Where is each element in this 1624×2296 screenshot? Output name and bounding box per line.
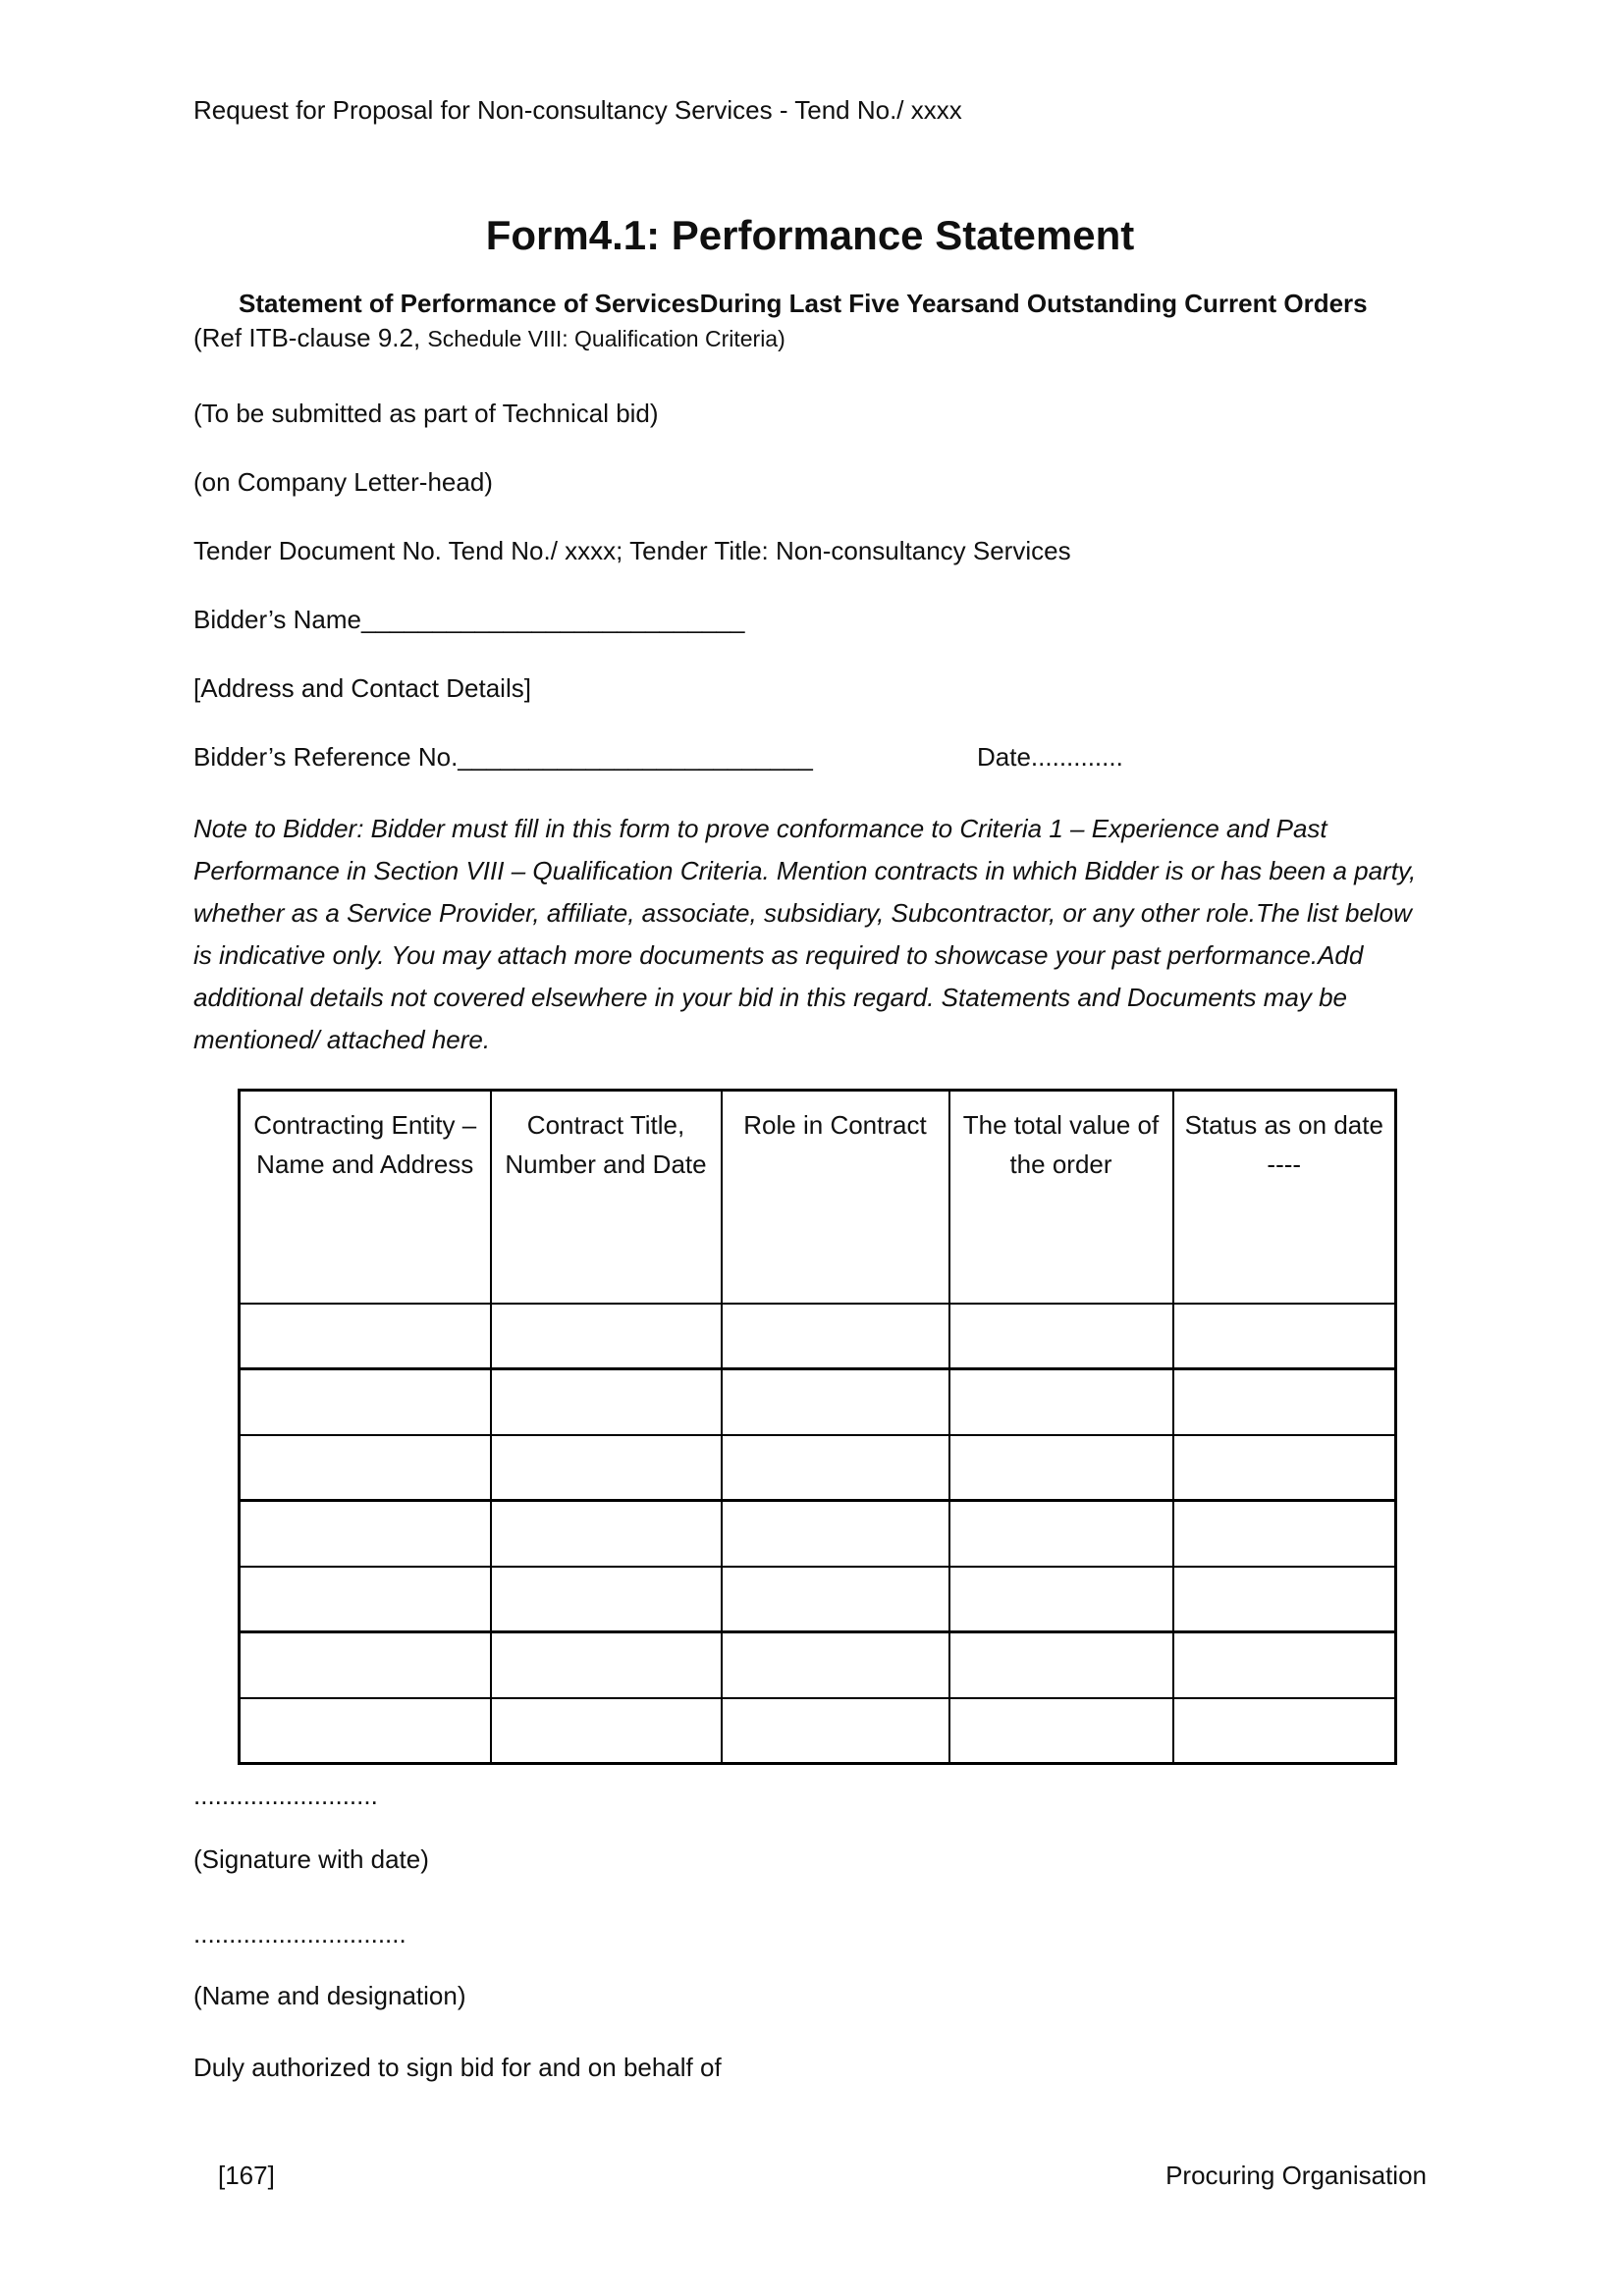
signature-dots: ..........................	[193, 1781, 378, 1810]
submit-note: (To be submitted as part of Technical bid)	[193, 399, 659, 428]
note-to-bidder: Note to Bidder: Bidder must fill in this form to prove conformance to Criteria 1 – Experience and Past Performance in Section VIII – Qualification Criteria. Mention contracts in which Bidder is or has been a party, whether as a Service Provider, affiliate, associate, subsidiary, Subcontractor, or any other role.The list below is indicative only. You may attach more documents as required to showcase your past performance.Add additional details not covered elsewhere in your bid in this regard. Statements and Documents may be mentioned/ attached here.	[193, 814, 1417, 1054]
signature-label: (Signature with date)	[193, 1844, 429, 1874]
performance-table	[238, 1089, 1397, 1765]
table-cell-empty	[722, 1369, 949, 1435]
table-cell-empty	[949, 1567, 1173, 1632]
table-row	[240, 1435, 1396, 1501]
table-cell-empty	[1173, 1567, 1396, 1632]
reference-line	[193, 739, 1427, 774]
table-cell-empty	[491, 1501, 722, 1567]
table-cell-empty	[240, 1304, 491, 1369]
table-cell-empty	[491, 1304, 722, 1369]
column-header: Contract Title, Number and Date	[491, 1091, 722, 1304]
column-header: Status as on date ----	[1173, 1091, 1396, 1304]
footer-right-text: Procuring Organisation	[1165, 2161, 1427, 2190]
date-label: Date.............	[977, 742, 1123, 772]
statement-ref-prefix: (Ref ITB-clause 9.2,	[193, 323, 428, 352]
table-body	[240, 1304, 1396, 1764]
table-cell-empty	[949, 1501, 1173, 1567]
table-cell-empty	[491, 1632, 722, 1698]
table-cell-empty	[949, 1698, 1173, 1764]
table-cell-empty	[722, 1501, 949, 1567]
column-header: Contracting Entity – Name and Address	[240, 1091, 491, 1304]
table-row	[240, 1304, 1396, 1369]
table-row	[240, 1698, 1396, 1764]
table-cell-empty	[491, 1435, 722, 1501]
form-title: Form4.1: Performance Statement	[485, 212, 1135, 258]
table-cell-empty	[1173, 1632, 1396, 1698]
statement-heading: Statement of Performance of ServicesDuring Last Five Yearsand Outstanding Current Orders	[239, 289, 1368, 318]
table-row	[240, 1632, 1396, 1698]
table-row	[240, 1501, 1396, 1567]
table-cell-empty	[1173, 1501, 1396, 1567]
table-cell-empty	[722, 1567, 949, 1632]
table-cell-empty	[1173, 1304, 1396, 1369]
page-number: [167]	[218, 2161, 275, 2190]
letterhead-note: (on Company Letter-head)	[193, 467, 493, 497]
table-cell-empty	[240, 1435, 491, 1501]
table-cell-empty	[722, 1698, 949, 1764]
table-cell-empty	[240, 1501, 491, 1567]
table-cell-empty	[491, 1698, 722, 1764]
name-designation-label: (Name and designation)	[193, 1981, 466, 2010]
table-cell-empty	[1173, 1435, 1396, 1501]
table-cell-empty	[240, 1632, 491, 1698]
column-header: Role in Contract	[722, 1091, 949, 1304]
page-header: Request for Proposal for Non-consultancy Services - Tend No./ xxxx	[193, 95, 962, 125]
table-cell-empty	[722, 1435, 949, 1501]
table-cell-empty	[491, 1567, 722, 1632]
table-cell-empty	[240, 1369, 491, 1435]
authorization-line: Duly authorized to sign bid for and on behalf of	[193, 2053, 722, 2082]
table-cell-empty	[722, 1304, 949, 1369]
table-cell-empty	[949, 1435, 1173, 1501]
column-header: The total value of the order	[949, 1091, 1173, 1304]
page-footer	[193, 2158, 1427, 2193]
name-dots: ..............................	[193, 1919, 406, 1949]
table-cell-empty	[949, 1304, 1173, 1369]
table-cell-empty	[240, 1567, 491, 1632]
table-header-row	[240, 1091, 1396, 1304]
address-line: [Address and Contact Details]	[193, 673, 531, 703]
table-cell-empty	[949, 1632, 1173, 1698]
table-row	[240, 1369, 1396, 1435]
bidder-reference-label: Bidder’s Reference No._________________________	[193, 742, 813, 772]
statement-paragraph	[193, 287, 1427, 356]
table-row	[240, 1567, 1396, 1632]
table-cell-empty	[949, 1369, 1173, 1435]
table-cell-empty	[1173, 1369, 1396, 1435]
table-cell-empty	[491, 1369, 722, 1435]
statement-ref-detail: Schedule VIII: Qualification Criteria)	[427, 326, 785, 351]
table-cell-empty	[240, 1698, 491, 1764]
tender-line: Tender Document No. Tend No./ xxxx; Tender Title: Non-consultancy Services	[193, 536, 1071, 565]
bidder-name-line: Bidder’s Name___________________________	[193, 605, 745, 634]
table-cell-empty	[1173, 1698, 1396, 1764]
table-cell-empty	[722, 1632, 949, 1698]
